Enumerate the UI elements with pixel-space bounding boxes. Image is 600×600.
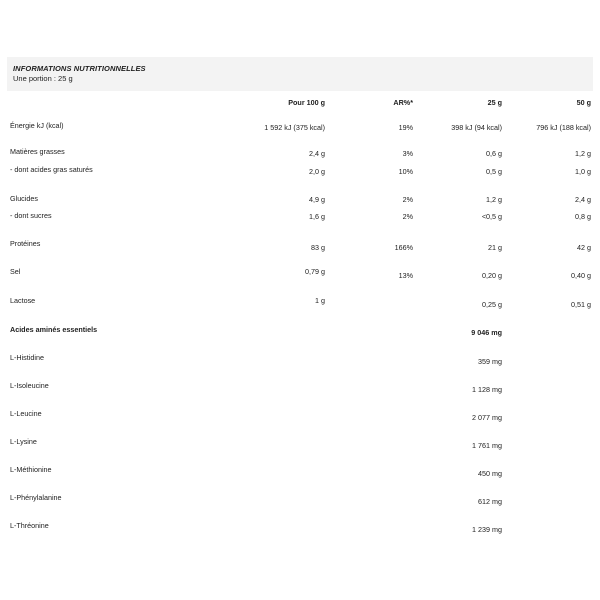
value-25g: 21 g: [488, 243, 502, 252]
column-header-25g: 25 g: [487, 98, 502, 107]
value-per100g: 83 g: [311, 243, 325, 252]
amino-acid-value: 1 761 mg: [472, 441, 502, 450]
amino-acid-value: 450 mg: [478, 469, 502, 478]
amino-acid-label: L-Phénylalanine: [10, 493, 62, 502]
row-label: Protéines: [10, 239, 41, 248]
column-header-50g: 50 g: [576, 98, 591, 107]
amino-acid-value: 612 mg: [478, 497, 502, 506]
value-per100g: 2,0 g: [309, 167, 325, 176]
row-label: - dont acides gras saturés: [10, 165, 93, 174]
row-label: Glucides: [10, 194, 38, 203]
row-label: Sel: [10, 267, 21, 276]
value-50g: 796 kJ (188 kcal): [536, 123, 591, 132]
row-label: Énergie kJ (kcal): [10, 121, 64, 130]
value-ar: 2%: [402, 195, 413, 204]
value-per100g: 0,79 g: [305, 267, 325, 276]
amino-acid-label: L-Isoleucine: [10, 381, 49, 390]
amino-acid-value: 1 128 mg: [472, 385, 502, 394]
column-header-ar: AR%*: [393, 98, 413, 107]
amino-acid-value: 359 mg: [478, 357, 502, 366]
amino-acids-title: Acides aminés essentiels: [10, 325, 98, 334]
row-label: Lactose: [10, 296, 36, 305]
amino-acid-value: 1 239 mg: [472, 525, 502, 534]
value-25g: 0,5 g: [486, 167, 502, 176]
value-per100g: 4,9 g: [309, 195, 325, 204]
value-50g: 1,0 g: [575, 167, 591, 176]
value-25g: 0,20 g: [482, 271, 502, 280]
nutrition-title: INFORMATIONS NUTRITIONNELLES: [13, 64, 146, 73]
amino-acid-label: L-Histidine: [10, 353, 44, 362]
amino-acid-label: L-Thréonine: [10, 521, 49, 530]
column-header-per100g: Pour 100 g: [288, 98, 325, 107]
value-ar: 166%: [394, 243, 413, 252]
value-ar: 13%: [398, 271, 413, 280]
value-25g: 0,25 g: [482, 300, 502, 309]
value-per100g: 1 592 kJ (375 kcal): [264, 123, 325, 132]
value-50g: 1,2 g: [575, 149, 591, 158]
value-50g: 42 g: [577, 243, 591, 252]
nutrition-panel: [7, 57, 593, 91]
value-25g: 398 kJ (94 kcal): [451, 123, 502, 132]
value-25g: <0,5 g: [481, 212, 502, 221]
amino-acids-total: 9 046 mg: [471, 328, 502, 337]
value-25g: 0,6 g: [486, 149, 502, 158]
amino-acid-label: L-Méthionine: [10, 465, 52, 474]
value-ar: 3%: [402, 149, 413, 158]
value-ar: 2%: [402, 212, 413, 221]
value-25g: 1,2 g: [486, 195, 502, 204]
amino-acid-value: 2 077 mg: [472, 413, 502, 422]
amino-acid-label: L-Leucine: [10, 409, 42, 418]
value-50g: 2,4 g: [575, 195, 591, 204]
value-ar: 19%: [398, 123, 413, 132]
row-label: Matières grasses: [10, 147, 65, 156]
value-50g: 0,8 g: [575, 212, 591, 221]
value-50g: 0,40 g: [571, 271, 591, 280]
value-ar: 10%: [398, 167, 413, 176]
amino-acid-label: L-Lysine: [10, 437, 37, 446]
value-per100g: 1,6 g: [309, 212, 325, 221]
value-per100g: 1 g: [315, 296, 325, 305]
value-50g: 0,51 g: [571, 300, 591, 309]
value-per100g: 2,4 g: [309, 149, 325, 158]
portion-size: Une portion : 25 g: [13, 74, 73, 83]
row-label: - dont sucres: [10, 211, 52, 220]
nutrition-header: [7, 57, 593, 91]
